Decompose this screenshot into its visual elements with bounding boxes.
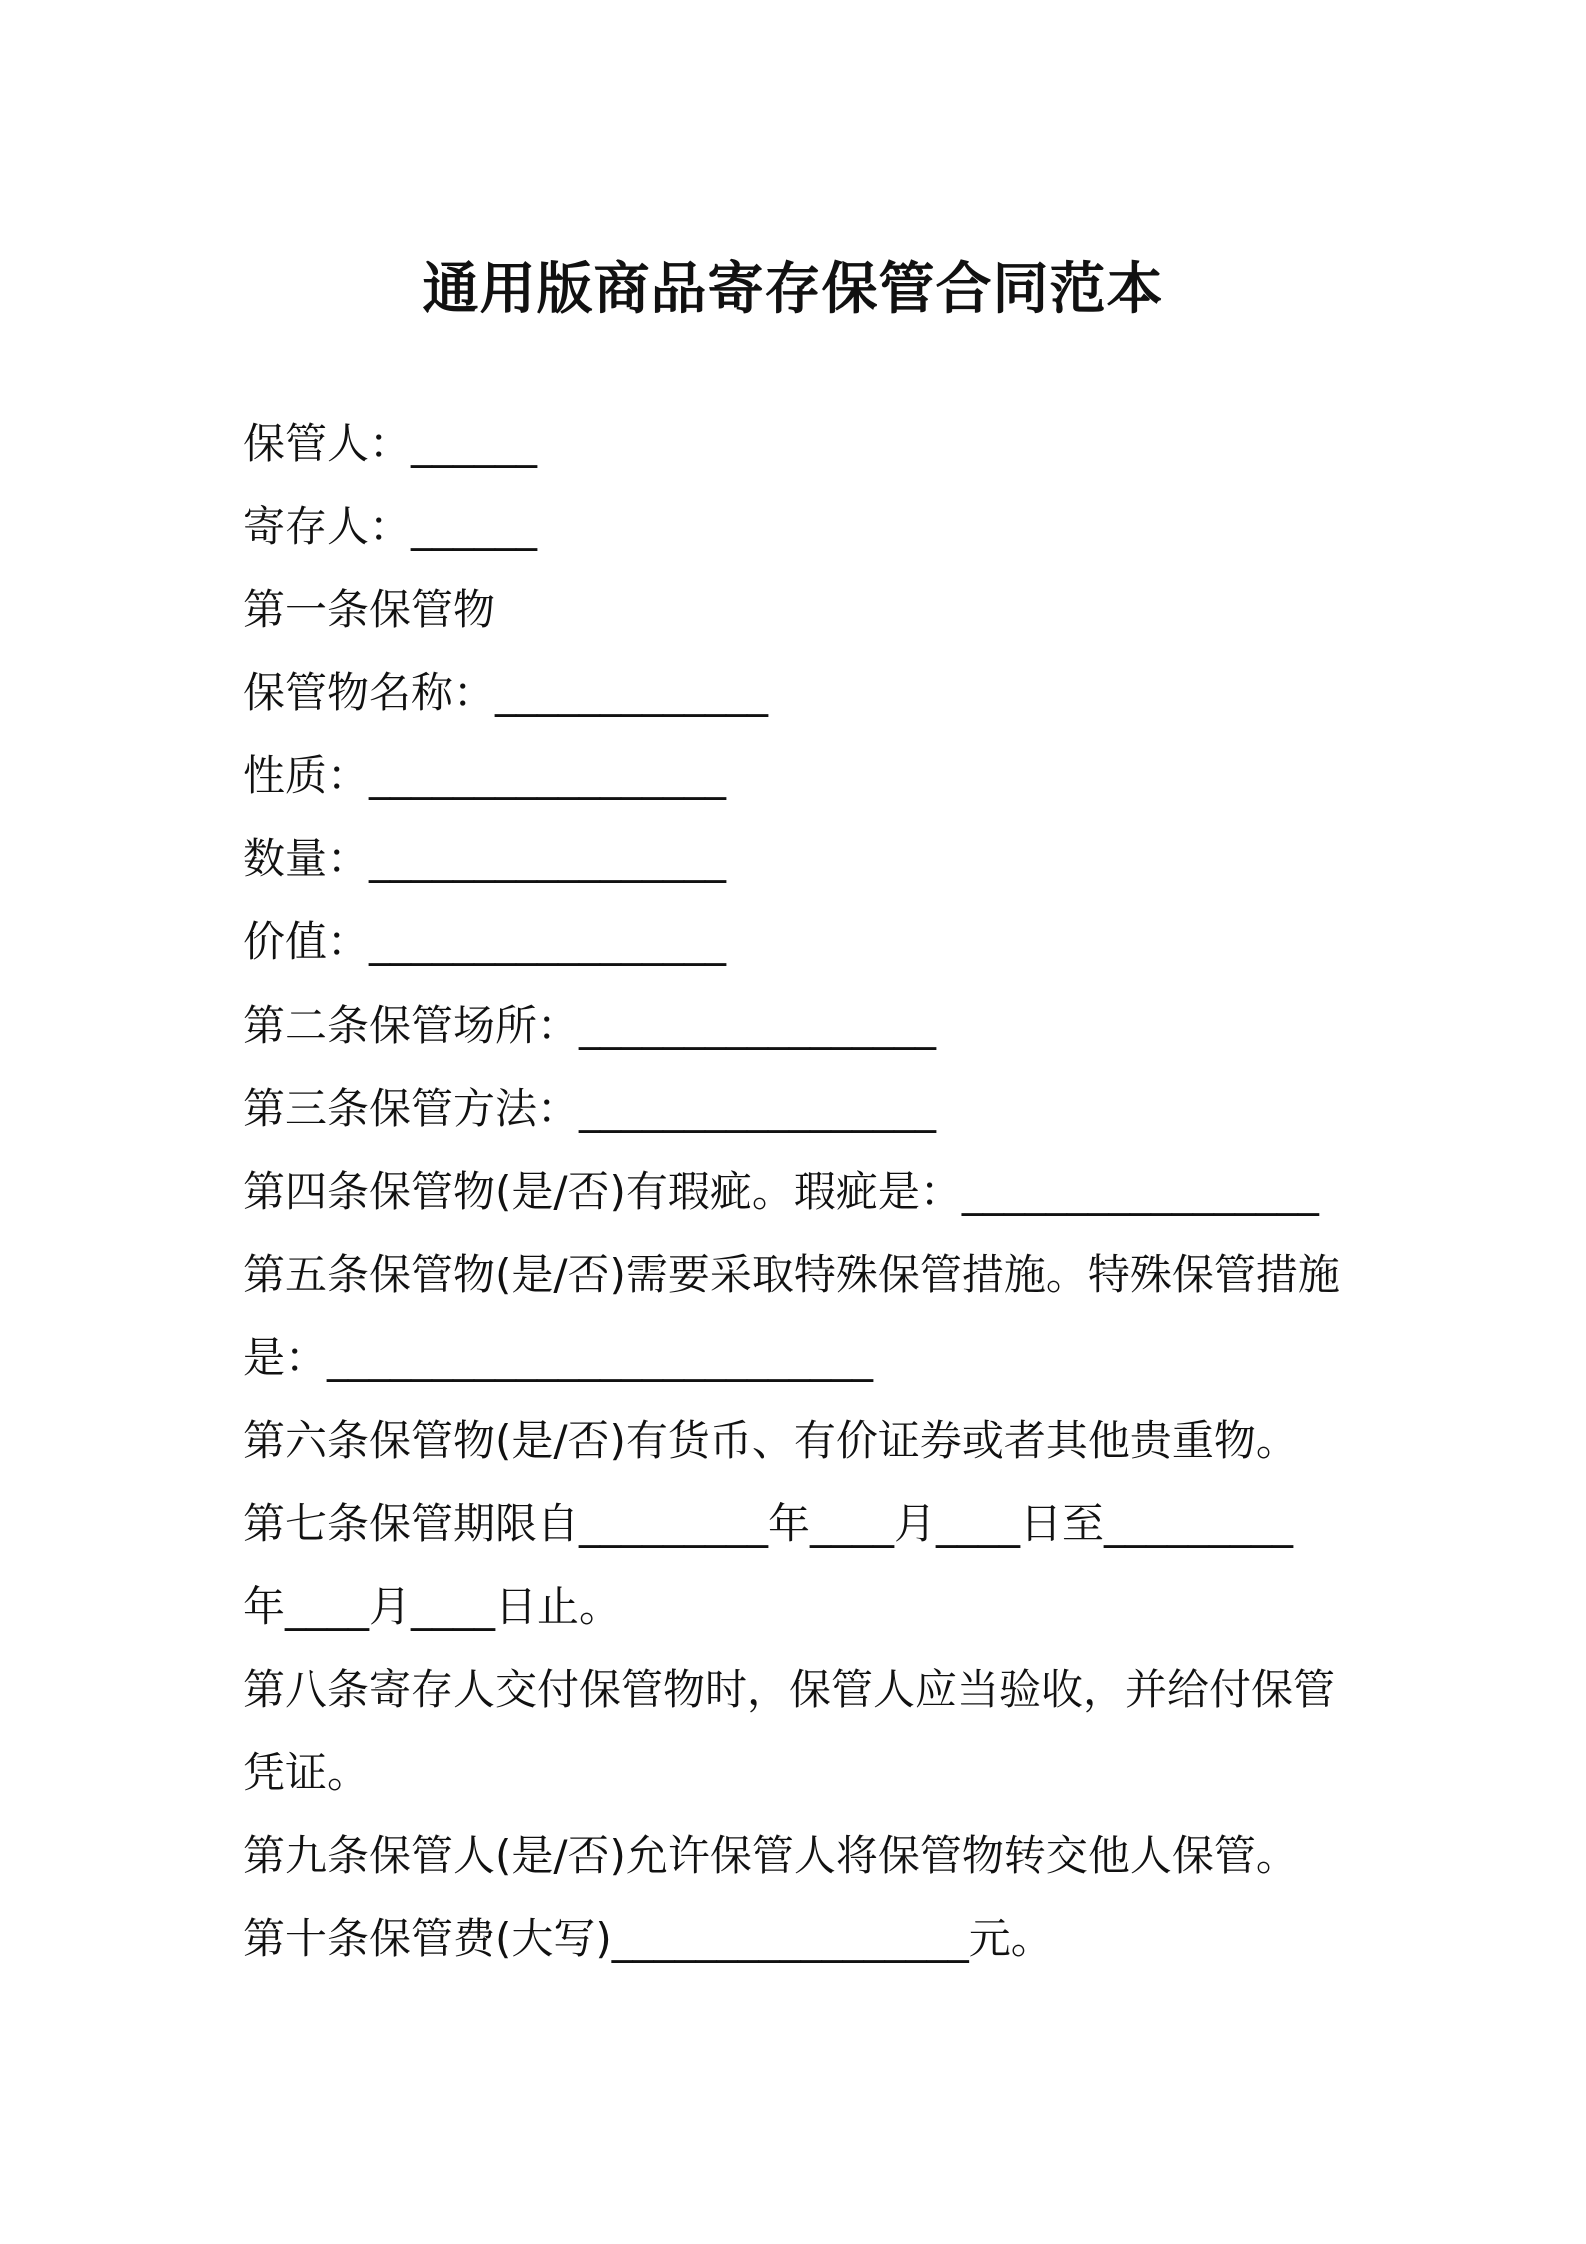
- article-5-line-1: 第五条保管物(是/否)需要采取特殊保管措施。特殊保管措施: [243, 1250, 1340, 1299]
- article-10-line: 第十条保管费(大写)_________________元。: [243, 1914, 1053, 1963]
- item-quantity-line: 数量：_________________: [243, 834, 727, 883]
- article-3-line: 第三条保管方法：_________________: [243, 1084, 937, 1133]
- custodian-line: 保管人：______: [243, 419, 538, 468]
- item-name-line: 保管物名称：_____________: [243, 668, 769, 717]
- document-title: 通用版商品寄存保管合同范本: [422, 257, 1164, 322]
- article-7-line-1: 第七条保管期限自_________年____月____日至_________: [243, 1499, 1294, 1548]
- item-nature-line: 性质：_________________: [243, 751, 727, 800]
- article-5-line-2: 是：__________________________: [243, 1333, 874, 1382]
- article-6-line: 第六条保管物(是/否)有货币、有价证券或者其他贵重物。: [243, 1416, 1298, 1465]
- article-1-heading: 第一条保管物: [243, 585, 496, 634]
- article-8-line-1: 第八条寄存人交付保管物时，保管人应当验收，并给付保管: [243, 1665, 1336, 1714]
- article-7-line-2: 年____月____日止。: [243, 1582, 622, 1631]
- article-8-line-2: 凭证。: [243, 1748, 370, 1797]
- article-2-line: 第二条保管场所：_________________: [243, 1001, 937, 1050]
- article-4-line: 第四条保管物(是/否)有瑕疵。瑕疵是：_________________: [243, 1167, 1319, 1216]
- article-9-line: 第九条保管人(是/否)允许保管人将保管物转交他人保管。: [243, 1831, 1298, 1880]
- depositor-line: 寄存人：______: [243, 502, 538, 551]
- item-value-line: 价值：_________________: [243, 917, 727, 966]
